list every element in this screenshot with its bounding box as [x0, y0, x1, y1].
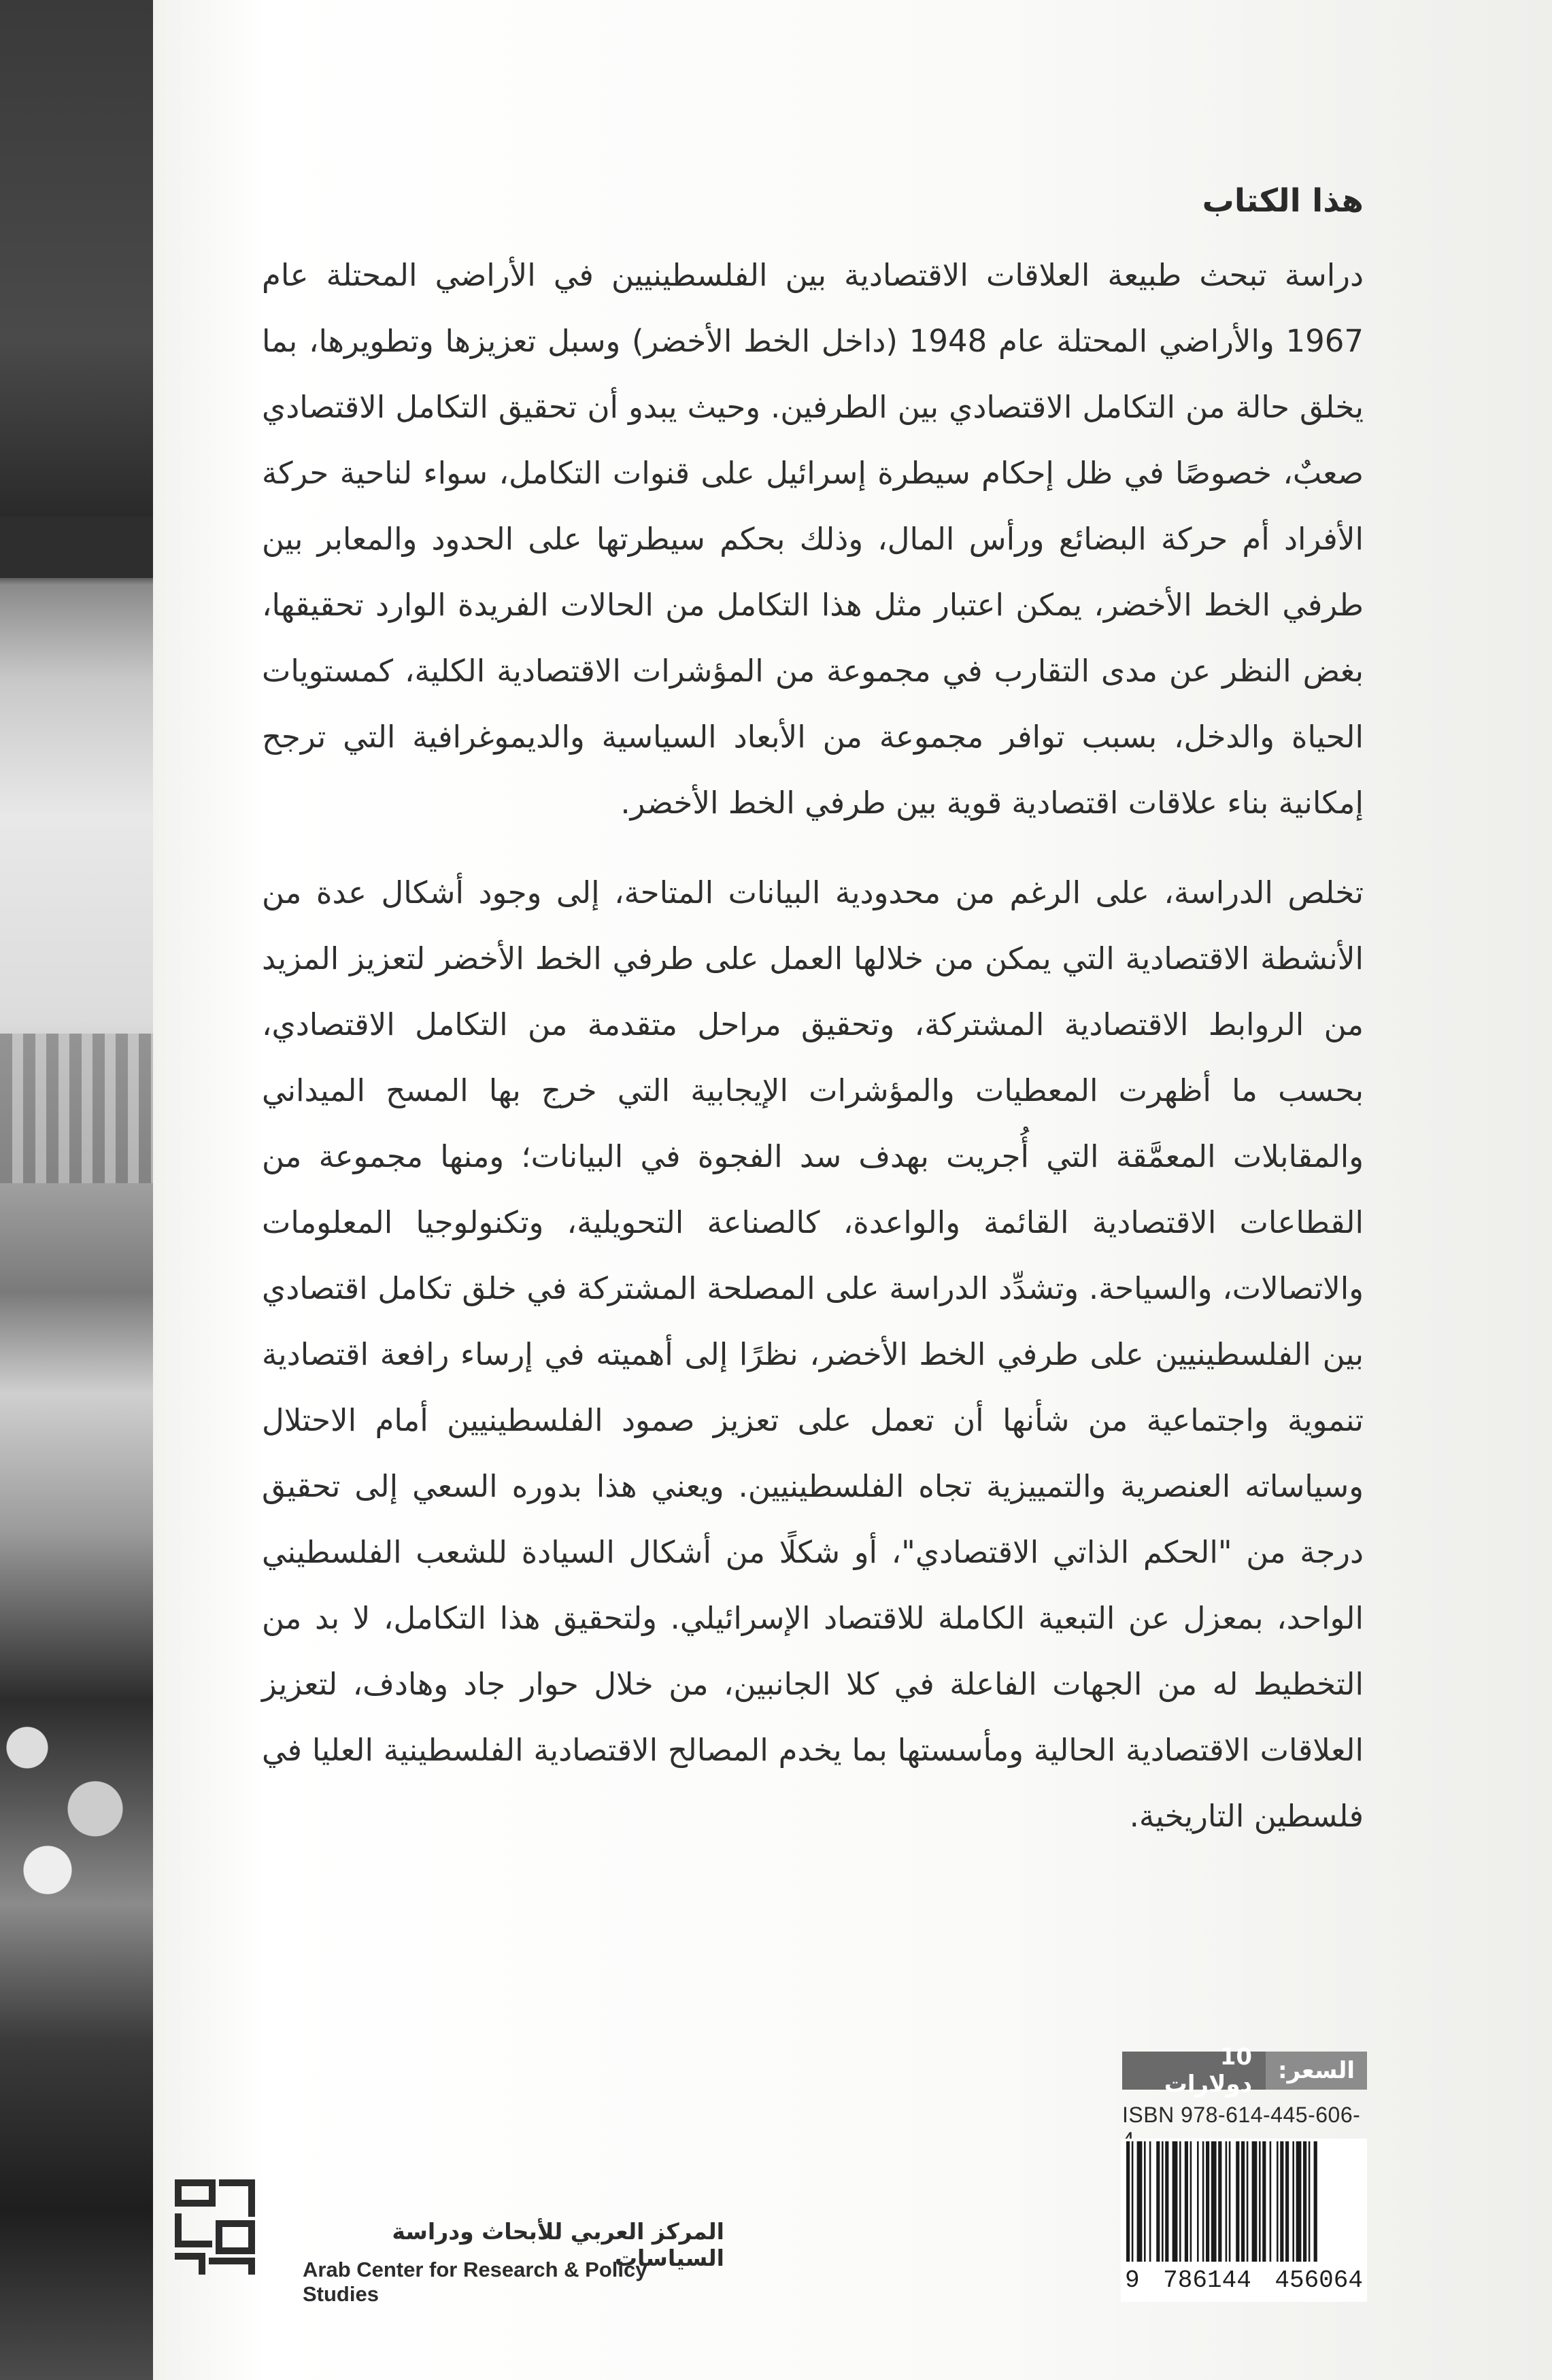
barcode-bar — [1262, 2141, 1266, 2262]
barcode-bar — [1303, 2141, 1306, 2262]
barcode-bar — [1149, 2141, 1151, 2262]
barcode-digit-group: 9 — [1125, 2266, 1140, 2294]
barcode-bar — [1241, 2141, 1245, 2262]
barcode-bar — [1229, 2141, 1231, 2262]
barcode-bar — [1296, 2141, 1302, 2262]
book-description — [262, 180, 1364, 1849]
barcode-bar — [1190, 2141, 1192, 2262]
barcode-bar — [1211, 2141, 1217, 2262]
publisher-name-arabic: المركز العربي للأبحاث ودراسة السياسات — [392, 2218, 724, 2271]
price-badge — [1122, 2043, 1367, 2098]
barcode-bar — [1137, 2141, 1143, 2262]
price-value: 10 دولارات — [1164, 2043, 1253, 2098]
barcode-bar — [1236, 2141, 1239, 2262]
price-label: السعر: — [1266, 2052, 1367, 2090]
barcode-bar — [1226, 2141, 1228, 2262]
barcode-bar — [1144, 2141, 1146, 2262]
barcode-bars — [1121, 2139, 1367, 2264]
barcode — [1121, 2139, 1367, 2302]
barcode-bar — [1206, 2141, 1209, 2262]
barcode-bar — [1259, 2141, 1261, 2262]
barcode-bar — [1314, 2141, 1317, 2262]
arab-center-logo-icon — [171, 2176, 258, 2278]
barcode-bar — [1185, 2141, 1188, 2262]
barcode-bar — [1132, 2141, 1134, 2262]
barcode-bar — [1292, 2141, 1294, 2262]
barcode-bar — [1165, 2141, 1168, 2262]
cover-photo-strip — [0, 0, 153, 2380]
photo-crowd — [0, 1707, 153, 1924]
barcode-digit-group: 786144 — [1163, 2266, 1251, 2294]
barcode-digits — [1121, 2266, 1367, 2294]
barcode-digit-group: 456064 — [1275, 2266, 1363, 2294]
barcode-bar — [1173, 2141, 1178, 2262]
barcode-bar — [1162, 2141, 1164, 2262]
barcode-bar — [1197, 2141, 1199, 2262]
publisher-name-english: Arab Center for Research & Policy Studies — [303, 2258, 647, 2306]
photo-dark-band — [0, 517, 153, 578]
barcode-bar — [1218, 2141, 1221, 2262]
isbn-number: ISBN 978-614-445-606- — [1122, 2103, 1361, 2127]
barcode-bar — [1270, 2141, 1272, 2262]
barcode-bar — [1285, 2141, 1289, 2262]
barcode-bar — [1309, 2141, 1311, 2262]
description-paragraph-2: تخلص الدراسة، على الرغم من محدودية البيانات المتاحة، إلى وجود أشكال عدة من الأنشطة الاقتصادية التي يمكن من خلالها العمل على طرفي الخط الأخضر لتعزيز المزيد من الروابط الاقتصادية المشتركة، وتحقيق مراحل متقدمة من التكامل الاقتصادي، بحسب ما أظهرت المعطيات والمؤشرات الإيجابية التي خرج بها المسح الميداني والمقابلات المعمَّقة التي أُجريت بهدف سد الفجوة في البيانات؛ ومنها مجموعة من القطاعات الاقتصادية القائمة والواعدة، كالصناعة التحويلية، وتكنولوجيا المعلومات والاتصالات، والسياحة. وتشدِّد الدراسة على المصلحة المشتركة في خلق تكامل اقتصادي بين الفلسطينيين على طرفي الخط الأخضر، نظرًا إلى أهميته في إرساء رافعة اقتصادية تنموية واجتماعية من شأنها أن تعمل على تعزيز صمود الفلسطينيين أمام الاحتلال وسياساته العنصرية والتمييزية تجاه الفلسطينيين. ويعني هذا بدوره السعي إلى تحقيق درجة من "الحكم الذاتي الاقتصادي"، أو شكلًا من أشكال السيادة للشعب الفلسطيني الواحد، بمعزل عن التبعية الكاملة للاقتصاد الإسرائيلي. ولتحقيق هذا التكامل، لا بد من التخطيط له من الجهات الفاعلة في كلا الجانبين، من خلال حوار جاد وهادف، لتعزيز العلاقات الاقتصادية الحالية ومأسستها بما يخدم المصالح الاقتصادية الفلسطينية العليا في فلسطين التاريخية. — [262, 874, 1364, 1835]
barcode-bar — [1280, 2141, 1283, 2262]
barcode-bar — [1202, 2141, 1204, 2262]
description-paragraph-1: دراسة تبحث طبيعة العلاقات الاقتصادية بين الفلسطينيين في الأراضي المحتلة عام 1967 والأراضي المحتلة عام 1948 (داخل الخط الأخضر) وسبل تعزيزها وتطويرها، بما يخلق حالة من التكامل الاقتصادي بين الطرفين. وحيث يبدو أن تحقيق التكامل الاقتصادي صعبٌ، خصوصًا في ظل إحكام سيطرة إسرائيل على قنوات التكامل، سواء لناحية حركة الأفراد أم حركة البضائع ورأس المال، وذلك بحكم سيطرتها على الحدود والمعابر بين طرفي الخط الأخضر، يمكن اعتبار مثل هذا التكامل من الحالات الفريدة الوارد تحقيقها، بغض النظر عن مدى التقارب في مجموعة من المؤشرات الاقتصادية الكلية، كمستويات الحياة والدخل، بسبب توافر مجموعة من الأبعاد السياسية والديموغرافية التي ترجح إمكانية بناء علاقات اقتصادية قوية بين طرفي الخط الأخضر. — [262, 257, 1364, 821]
barcode-bar — [1126, 2141, 1130, 2262]
photo-structure — [0, 1034, 153, 1183]
section-heading: هذا الكتاب — [1202, 182, 1364, 220]
barcode-bar — [1156, 2141, 1160, 2262]
barcode-bar — [1179, 2141, 1181, 2262]
barcode-bar — [1247, 2141, 1249, 2262]
barcode-bar — [1252, 2141, 1258, 2262]
barcode-bar — [1277, 2141, 1279, 2262]
